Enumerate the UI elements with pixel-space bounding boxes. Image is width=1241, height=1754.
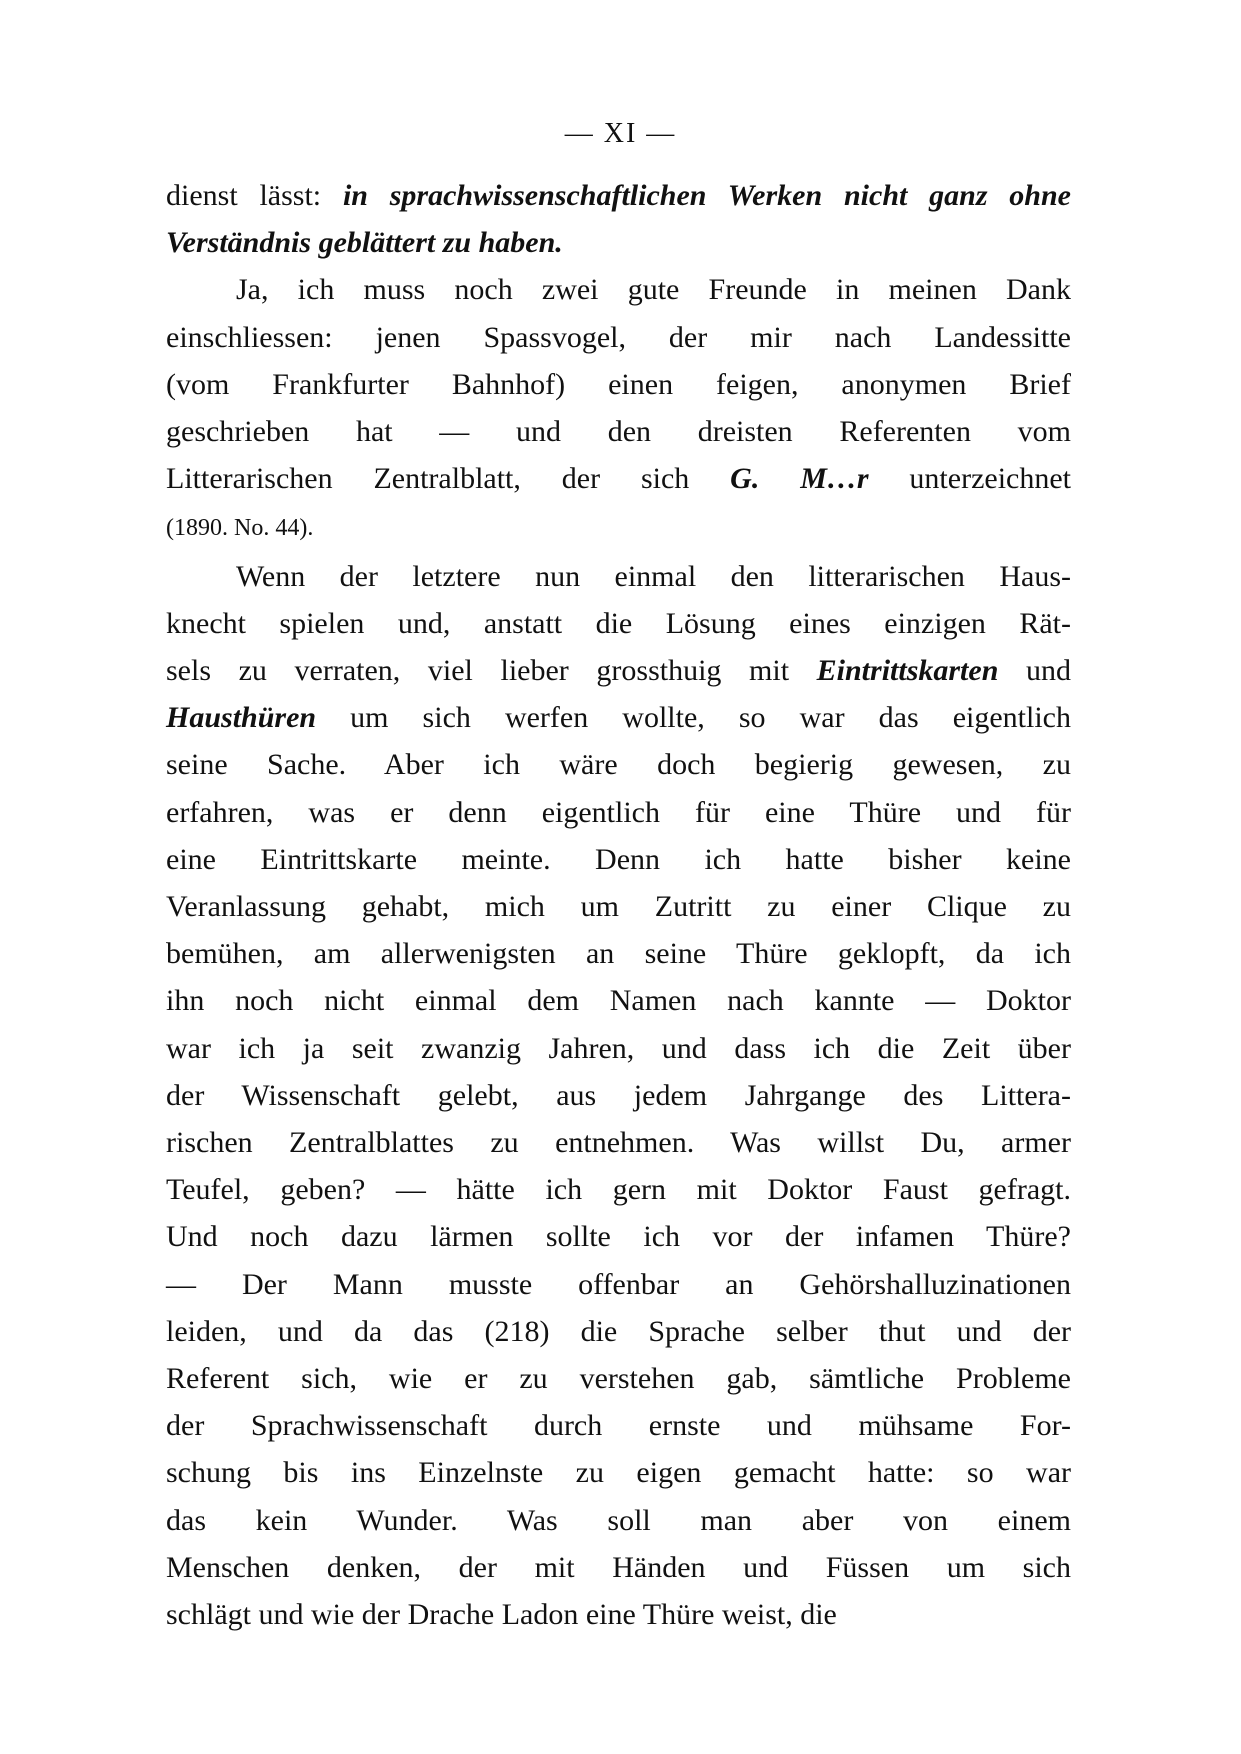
text-segment: geschrieben hat — und den dreisten Referenten vom	[166, 415, 1071, 449]
text-segment: Litterarischen Zentralblatt, der sich	[166, 462, 731, 496]
text-line	[166, 1497, 1071, 1544]
text-segment: um sich werfen wollte, so war das eigentlich	[316, 701, 1071, 735]
text-line	[166, 1402, 1071, 1449]
text-segment: sels zu verraten, viel lieber grossthuig mit	[166, 654, 817, 688]
body-text	[166, 172, 1071, 1638]
text-line	[166, 172, 1071, 219]
citation-segment: (1890. No. 44).	[166, 515, 314, 542]
text-segment: Teufel, geben? — hätte ich gern mit Doktor Faust gefragt.	[166, 1173, 1071, 1207]
text-line	[166, 1072, 1071, 1119]
italic-segment: Hausthüren	[166, 701, 317, 735]
text-segment: eine Eintrittskarte meinte. Denn ich hatte bisher keine	[166, 842, 1071, 876]
text-line	[166, 219, 1071, 266]
text-segment: bemühen, am allerwenigsten an seine Thüre geklopft, da ich	[166, 937, 1071, 971]
text-line	[166, 314, 1071, 361]
text-segment: Referent sich, wie er zu verstehen gab, sämtliche Probleme	[166, 1362, 1071, 1396]
page-number: — XI —	[564, 118, 677, 149]
text-line	[166, 1261, 1071, 1308]
text-line	[166, 883, 1071, 930]
text-line	[166, 408, 1071, 455]
text-segment: rischen Zentralblattes zu entnehmen. Was willst Du, armer	[166, 1126, 1071, 1160]
text-line	[166, 1308, 1071, 1355]
text-line	[166, 1166, 1071, 1213]
text-segment: war ich ja seit zwanzig Jahren, und dass ich die Zeit über	[166, 1031, 1071, 1065]
text-line	[166, 1213, 1071, 1260]
text-line	[166, 647, 1071, 694]
text-segment: seine Sache. Aber ich wäre doch begierig gewesen, zu	[166, 748, 1071, 782]
text-line	[166, 1355, 1071, 1402]
text-segment: und	[998, 654, 1072, 688]
text-line	[166, 455, 1071, 502]
text-line	[166, 361, 1071, 408]
text-line	[166, 1544, 1071, 1591]
text-segment: knecht spielen und, anstatt die Lösung eines einzigen Rät-	[166, 606, 1071, 640]
text-line	[166, 1449, 1071, 1496]
text-line	[166, 741, 1071, 788]
text-segment: dienst lässt:	[166, 179, 343, 212]
text-line	[166, 836, 1071, 883]
text-line	[166, 1119, 1071, 1166]
text-segment: der Sprachwissenschaft durch ernste und mühsame For-	[166, 1409, 1071, 1443]
italic-segment: G. M…r	[730, 462, 869, 496]
text-segment: einschliessen: jenen Spassvogel, der mir nach Landessitte	[166, 320, 1071, 354]
text-segment: (vom Frankfurter Bahnhof) einen feigen, anonymen Brief	[166, 367, 1071, 401]
text-segment: ihn noch nicht einmal dem Namen nach kannte — Doktor	[166, 984, 1071, 1018]
text-line	[166, 977, 1071, 1024]
text-segment: leiden, und da das (218) die Sprache selber thut und der	[166, 1314, 1071, 1348]
text-segment: erfahren, was er denn eigentlich für eine Thüre und für	[166, 795, 1071, 829]
text-line	[166, 266, 1071, 313]
text-segment: Ja, ich muss noch zwei gute Freunde in meinen Dank	[236, 273, 1071, 307]
text-segment: Wenn der letztere nun einmal den litterarischen Haus-	[236, 559, 1071, 593]
italic-segment: Eintrittskarten	[816, 654, 999, 688]
text-line	[166, 694, 1071, 741]
text-line	[166, 600, 1071, 647]
text-line	[166, 1591, 1071, 1638]
text-line	[166, 1025, 1071, 1072]
text-line	[166, 930, 1071, 977]
text-segment: Menschen denken, der mit Händen und Füssen um sich	[166, 1550, 1071, 1584]
text-segment: schung bis ins Einzelnste zu eigen gemacht hatte: so war	[166, 1456, 1071, 1490]
text-segment: das kein Wunder. Was soll man aber von einem	[166, 1503, 1071, 1537]
text-segment: schlägt und wie der Drache Ladon eine Thüre weist, die	[166, 1598, 837, 1632]
text-line	[166, 789, 1071, 836]
italic-segment: Verständnis geblättert zu haben.	[166, 226, 563, 260]
text-segment: unterzeichnet	[868, 462, 1071, 496]
text-segment: Veranlassung gehabt, mich um Zutritt zu einer Clique zu	[166, 890, 1071, 924]
text-line	[166, 502, 1071, 552]
text-segment: — Der Mann musste offenbar an Gehörshalluzinationen	[166, 1267, 1071, 1301]
italic-segment: in sprachwissenschaftlichen Werken nicht ganz ohne	[342, 179, 1071, 212]
text-line	[166, 553, 1071, 600]
text-segment: Und noch dazu lärmen sollte ich vor der infamen Thüre?	[166, 1220, 1071, 1254]
text-segment: der Wissenschaft gelebt, aus jedem Jahrgange des Littera-	[166, 1078, 1071, 1112]
